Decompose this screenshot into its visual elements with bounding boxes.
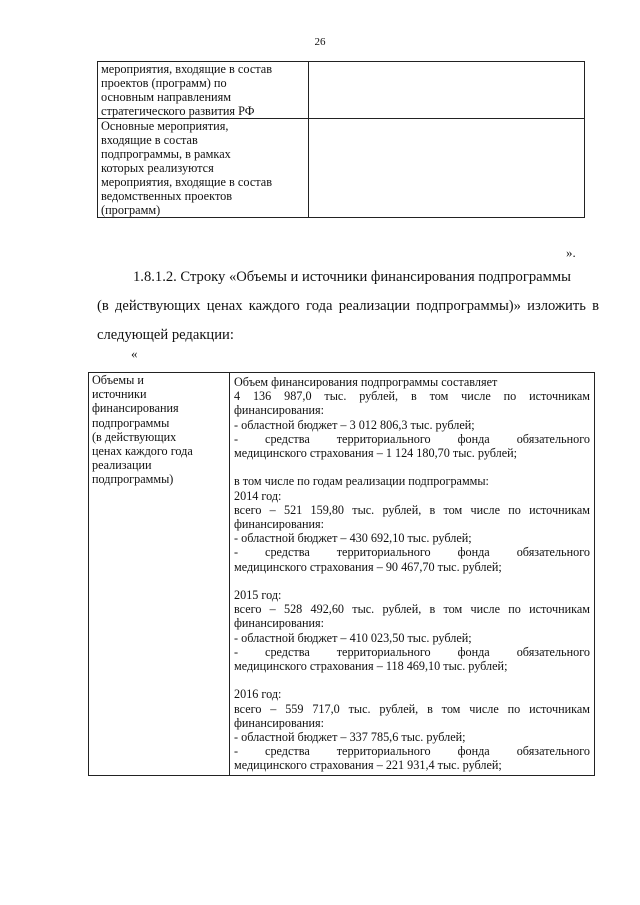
year-line: финансирования:: [234, 616, 325, 631]
by-years-label: в том числе по годам реализации подпрограммы:: [234, 474, 489, 489]
opening-quote: «: [131, 346, 138, 361]
year-line: всего – 528 492,60 тыс. рублей, в том числе по источникам: [234, 602, 590, 617]
year-line: медицинского страхования – 221 931,4 тыс. рублей;: [234, 758, 502, 773]
year-line: - средства территориального фонда обязательного: [234, 744, 590, 759]
year-heading: 2016 год:: [234, 687, 282, 702]
paragraph-line: 1.8.1.2. Строку «Объемы и источники финансирования подпрограммы: [133, 269, 571, 285]
cell-line: Объемы и: [92, 373, 144, 387]
cell-line: ведомственных проектов: [101, 189, 233, 203]
year-line: всего – 559 717,0 тыс. рублей, в том числе по источникам: [234, 701, 590, 716]
intro-line: Объем финансирования подпрограммы составляет: [234, 375, 498, 389]
table-cell-empty: [309, 119, 585, 218]
year-line: - областной бюджет – 430 692,10 тыс. рублей;: [234, 531, 472, 546]
year-line: финансирования:: [234, 517, 325, 532]
cell-line: основным направлениям: [101, 90, 232, 104]
cell-line: входящие в состав: [101, 133, 198, 147]
financing-content-cell: [230, 373, 595, 776]
table-row: [89, 373, 595, 776]
cell-line: которых реализуются: [101, 161, 214, 175]
cell-line: подпрограммы: [92, 415, 170, 430]
cell-line: (программ): [101, 203, 161, 217]
cell-line: финансирования: [92, 401, 179, 416]
cell-line: подпрограммы): [92, 472, 174, 487]
cell-line: (в действующих: [92, 429, 177, 444]
paragraph-line: следующей редакции:: [97, 327, 234, 343]
cell-line: источники: [92, 387, 147, 402]
intro-line: 4 136 987,0 тыс. рублей, в том числе по источникам: [234, 389, 590, 404]
year-line: всего – 521 159,80 тыс. рублей, в том числе по источникам: [234, 502, 590, 517]
year-line: - средства территориального фонда обязательного: [234, 644, 590, 659]
year-line: - областной бюджет – 337 785,6 тыс. рублей;: [234, 730, 466, 745]
financing-label-cell: [89, 373, 230, 776]
intro-line: медицинского страхования – 1 124 180,70 тыс. рублей;: [234, 446, 518, 461]
table-cell: [98, 119, 309, 218]
cell-line: реализации: [92, 458, 152, 473]
cell-line: подпрограммы, в рамках: [101, 147, 231, 161]
program-activities-table: [97, 61, 585, 218]
closing-quote: ».: [566, 245, 576, 260]
intro-line: - областной бюджет – 3 012 806,3 тыс. рублей;: [234, 417, 475, 432]
cell-line: Основные мероприятия,: [101, 119, 229, 133]
financing-table: [88, 372, 595, 776]
table-cell: [98, 62, 309, 119]
cell-line: мероприятия, входящие в состав: [101, 175, 273, 189]
table-row: [98, 62, 585, 119]
paragraph-line: (в действующих ценах каждого года реализации подпрограммы)» изложить в: [97, 298, 599, 314]
table-row: [98, 119, 585, 218]
table-cell-empty: [309, 62, 585, 119]
year-line: - областной бюджет – 410 023,50 тыс. рублей;: [234, 630, 472, 645]
year-heading: 2014 год:: [234, 488, 282, 503]
intro-line: финансирования:: [234, 403, 325, 418]
year-line: - средства территориального фонда обязательного: [234, 545, 590, 560]
page-number: 26: [314, 36, 326, 48]
year-line: финансирования:: [234, 715, 325, 730]
year-line: медицинского страхования – 90 467,70 тыс. рублей;: [234, 559, 502, 574]
year-heading: 2015 год:: [234, 588, 282, 603]
cell-line: ценах каждого года: [92, 444, 193, 459]
intro-line: - средства территориального фонда обязательного: [234, 431, 590, 446]
cell-line: стратегического развития РФ: [101, 104, 255, 118]
cell-line: проектов (программ) по: [101, 76, 227, 90]
cell-line: мероприятия, входящие в состав: [101, 62, 273, 76]
year-line: медицинского страхования – 118 469,10 тыс. рублей;: [234, 659, 508, 674]
